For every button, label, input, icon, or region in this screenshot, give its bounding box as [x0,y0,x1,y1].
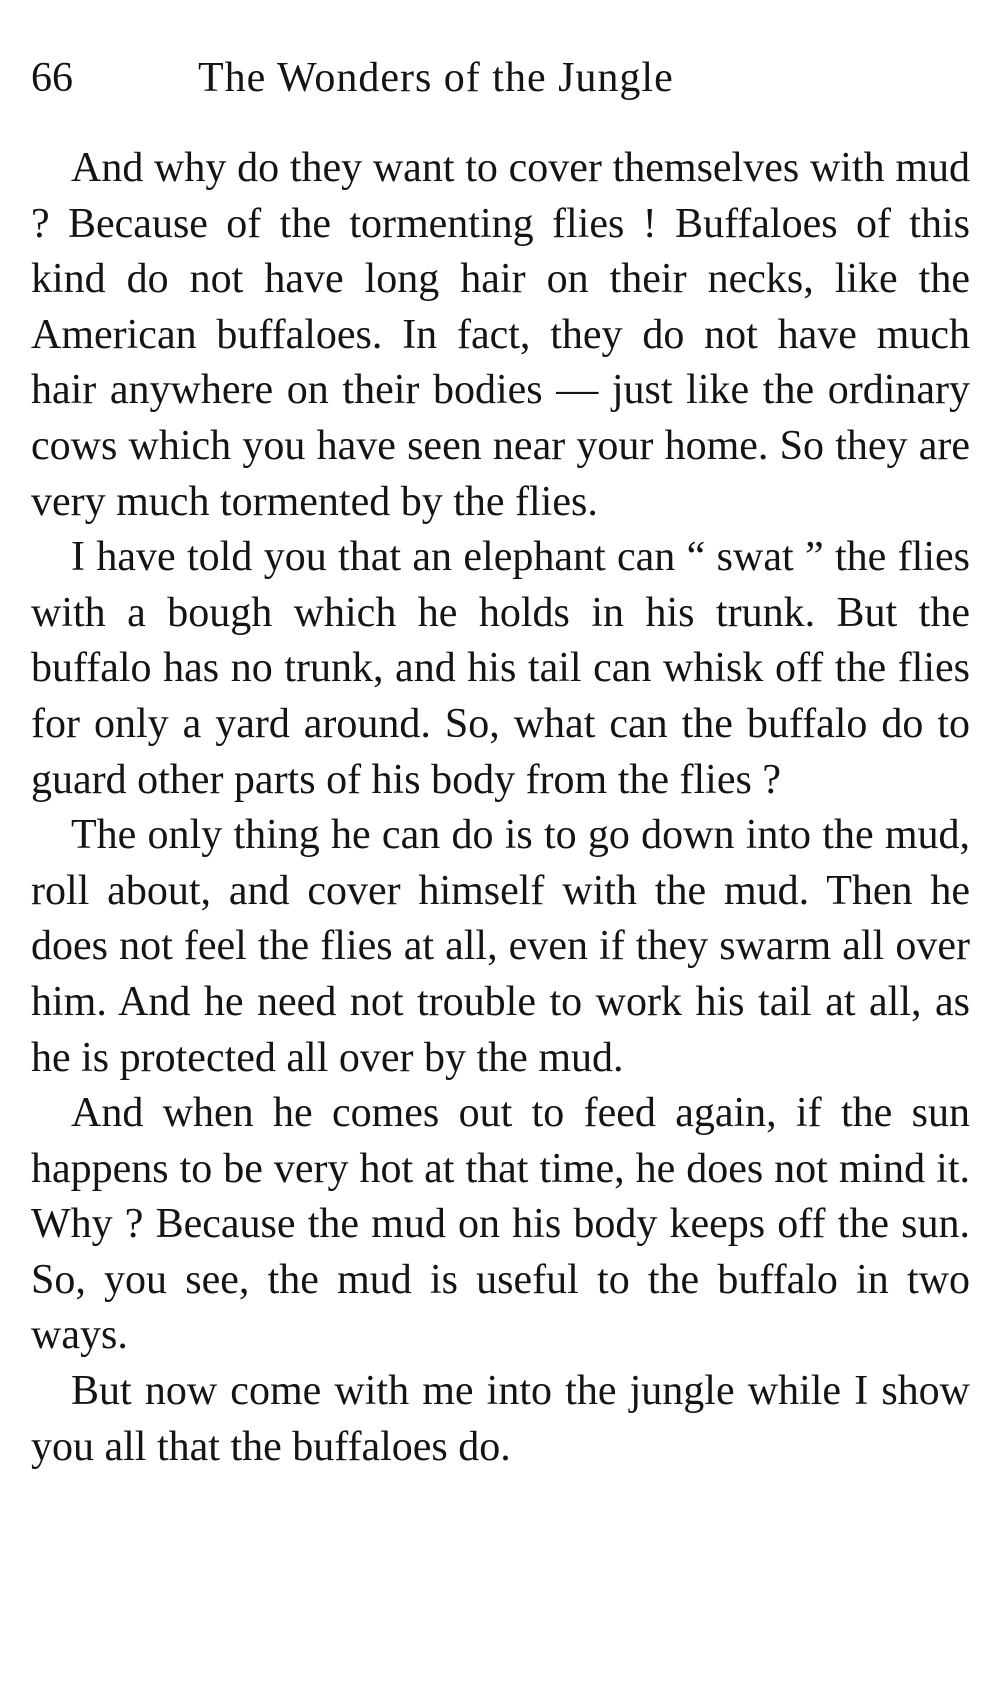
page-number: 66 [31,55,73,101]
paragraph-5: But now come with me into the jungle while I show you all that the buffaloes do. [31,1368,970,1470]
body-text [31,141,970,1475]
paragraph-2: I have told you that an elephant can “ swat ” the flies with a bough which he holds in his trunk. But the buffalo has no trunk, and his tail can whisk off the flies for only a yard around. So, what can the buffalo do to guard other parts of his body from the flies ? [31,534,970,803]
paragraph-3: The only thing he can do is to go down into the mud, roll about, and cover himself with the mud. Then he does not feel the flies at all, even if they swarm all over him. And he need not trouble to work his tail at all, as he is protected all over by the mud. [31,812,970,1081]
running-title: The Wonders of the Jungle [198,55,674,101]
paragraph-4: And when he comes out to feed again, if the sun happens to be very hot at that time, he does not mind it. Why ? Because the mud on his body keeps off the sun. So, you see, the mud is useful to the buffalo in two ways. [31,1090,970,1359]
running-head [31,48,970,108]
paragraph-1: And why do they want to cover themselves with mud ? Because of the tormenting flies ! Buffaloes of this kind do not have long hair on their necks, like the American buffaloes. In fact, they do not have much hair anywhere on their bodies — just like the ordinary cows which you have seen near your home. So they are very much tormented by the flies. [31,145,970,525]
